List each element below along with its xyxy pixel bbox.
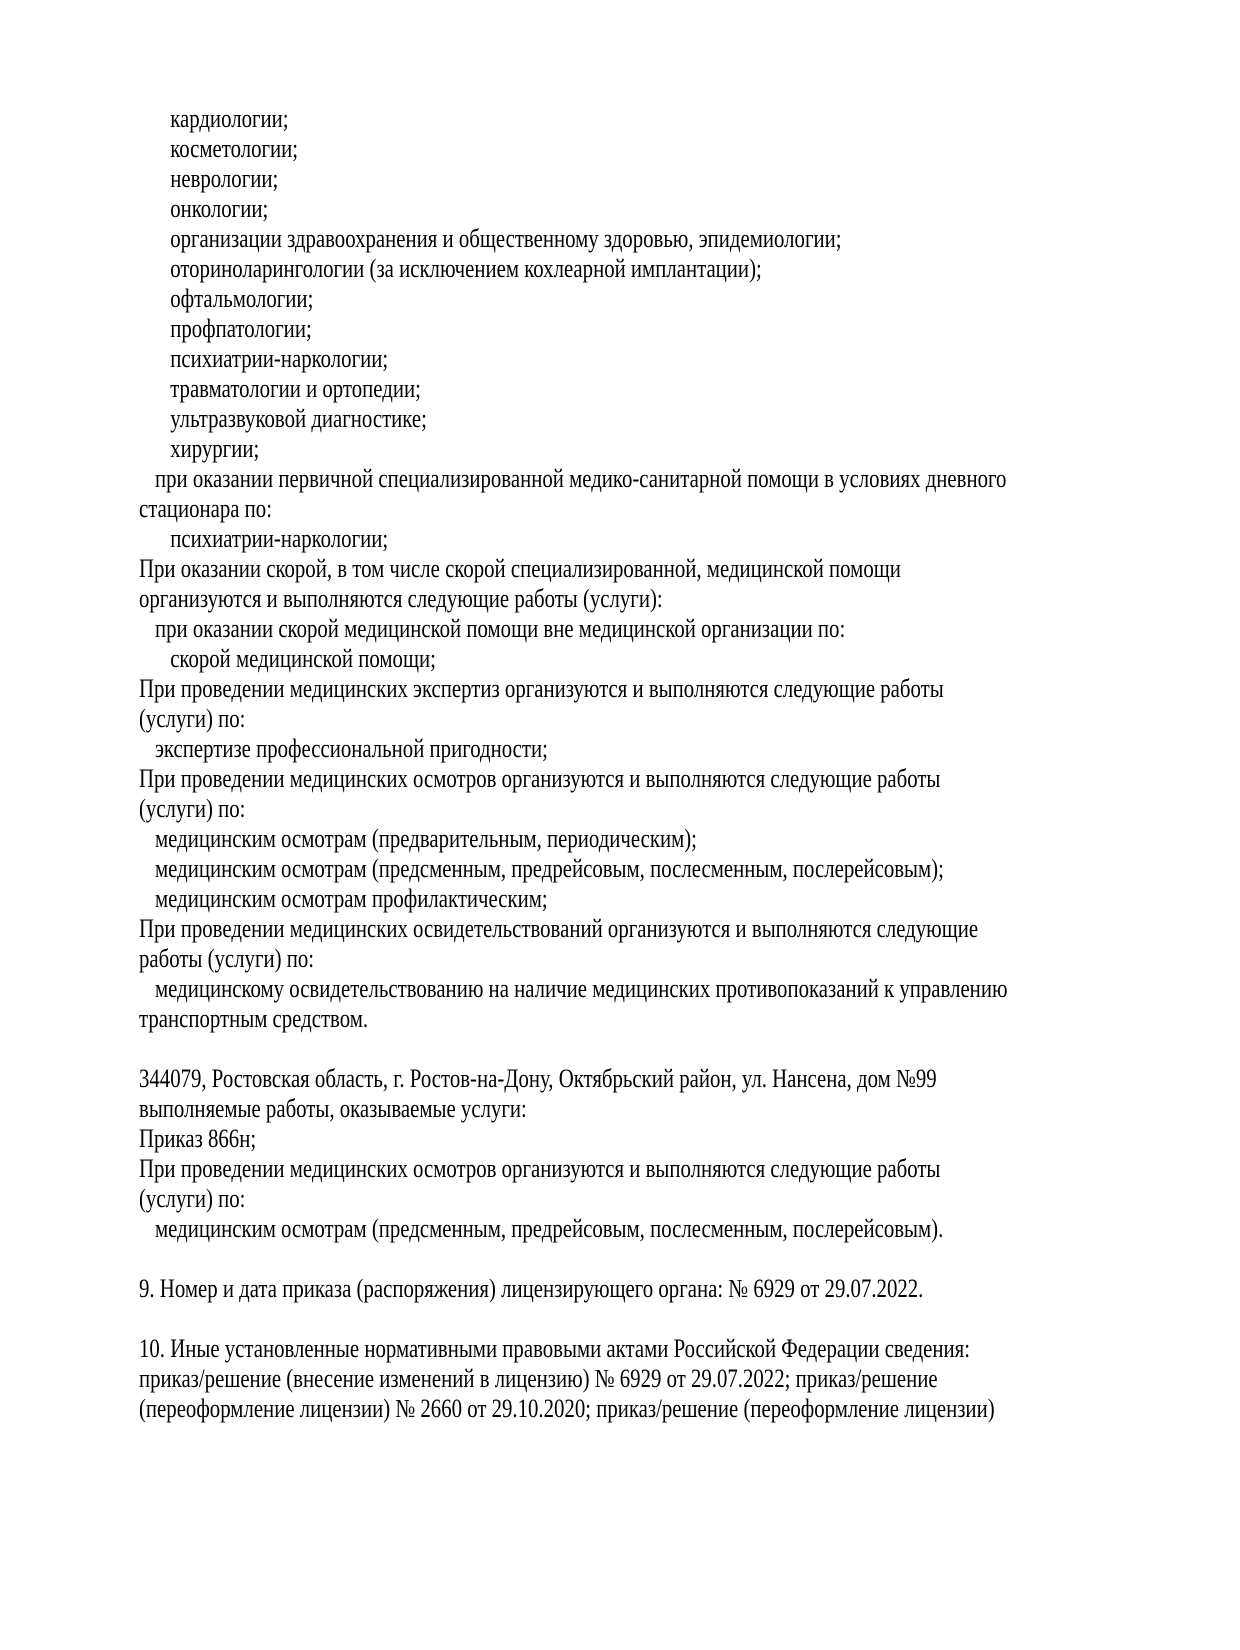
text-line: оториноларингологии (за исключением кохлеарной имплантации); [170,254,762,283]
text-line: скорой медицинской помощи; [170,644,436,673]
text-line: кардиологии; [170,104,289,133]
text-line: косметологии; [170,134,299,163]
text-line: медицинским осмотрам (предварительным, периодическим); [155,824,697,853]
blank-line [139,1304,1235,1334]
text-line: травматологии и ортопедии; [170,374,421,403]
text-line: медицинским осмотрам (предсменным, предрейсовым, послесменным, послерейсовым); [155,854,944,883]
text-line: медицинским осмотрам (предсменным, предрейсовым, послесменным, послерейсовым). [155,1214,944,1243]
text-line: организации здравоохранения и общественному здоровью, эпидемиологии; [170,224,842,253]
text-line: медицинским осмотрам профилактическим; [155,884,548,913]
text-line: (услуги) по: [139,1184,246,1213]
text-line: При проведении медицинских освидетельствований организуются и выполняются следующие [139,914,979,943]
blank-line [139,1244,1235,1274]
text-line: психиатрии-наркологии; [170,524,389,553]
text-line: стационара по: [139,494,272,523]
text-line: (переоформление лицензии) № 2660 от 29.10.2020; приказ/решение (переоформление лицензии) [139,1394,995,1423]
text-line: 344079, Ростовская область, г. Ростов-на-Дону, Октябрьский район, ул. Нансена, дом №99 [139,1064,937,1093]
text-line: хирургии; [170,434,260,463]
text-line: При проведении медицинских осмотров организуются и выполняются следующие работы [139,764,941,793]
text-line: приказ/решение (внесение изменений в лицензию) № 6929 от 29.07.2022; приказ/решение [139,1364,938,1393]
text-line: При оказании скорой, в том числе скорой специализированной, медицинской помощи [139,554,901,583]
text-line: транспортным средством. [139,1004,369,1033]
text-line: выполняемые работы, оказываемые услуги: [139,1094,527,1123]
text-line: 9. Номер и дата приказа (распоряжения) лицензирующего органа: № 6929 от 29.07.2022. [139,1274,924,1303]
text-line: работы (услуги) по: [139,944,315,973]
text-line: при оказании первичной специализированной медико-санитарной помощи в условиях дневного [155,464,1007,493]
text-line: неврологии; [170,164,279,193]
blank-line [139,1034,1235,1064]
text-line: онкологии; [170,194,269,223]
text-line: 10. Иные установленные нормативными правовыми актами Российской Федерации сведения: [139,1334,971,1363]
text-line: офтальмологии; [170,284,314,313]
license-document-text [139,104,1235,1424]
text-line: При проведении медицинских осмотров организуются и выполняются следующие работы [139,1154,941,1183]
text-line: медицинскому освидетельствованию на наличие медицинских противопоказаний к управлению [155,974,1008,1003]
text-line: экспертизе профессиональной пригодности; [155,734,548,763]
text-line: при оказании скорой медицинской помощи вне медицинской организации по: [155,614,846,643]
text-line: При проведении медицинских экспертиз организуются и выполняются следующие работы [139,674,944,703]
text-line: ультразвуковой диагностике; [170,404,427,433]
text-line: психиатрии-наркологии; [170,344,389,373]
text-line: профпатологии; [170,314,312,343]
text-line: (услуги) по: [139,794,246,823]
text-line: организуются и выполняются следующие работы (услуги): [139,584,663,613]
text-line: (услуги) по: [139,704,246,733]
text-line: Приказ 866н; [139,1124,257,1153]
